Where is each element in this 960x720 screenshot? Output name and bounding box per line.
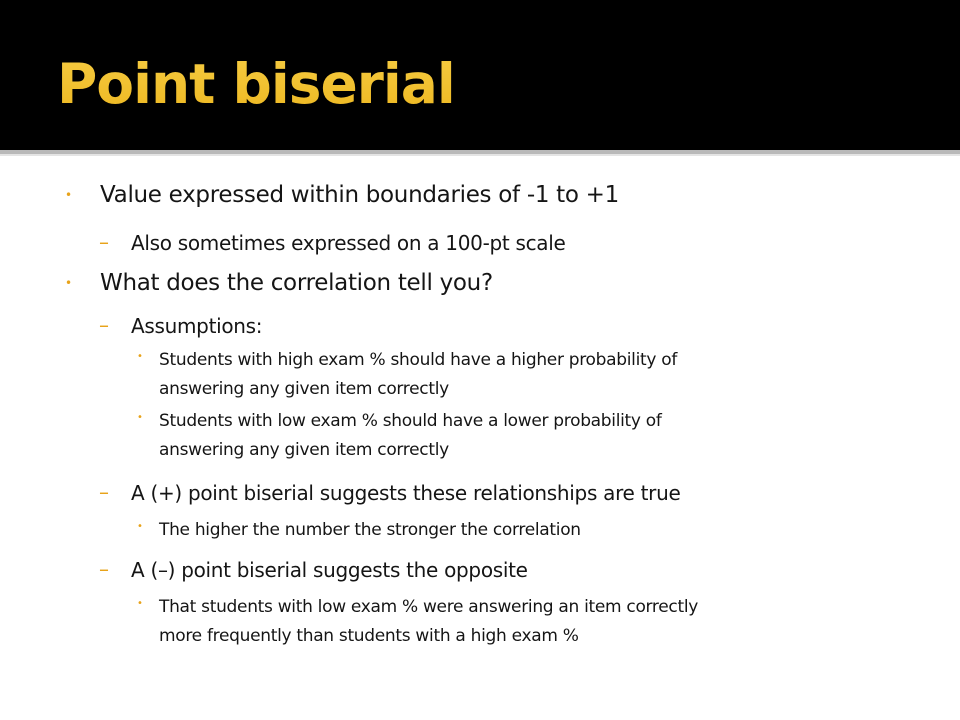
bullet-text-line: more frequently than students with a high exam % bbox=[159, 626, 579, 646]
sub-bullet-item bbox=[99, 313, 263, 339]
dash-icon: – bbox=[99, 557, 109, 581]
sub-bullet-item bbox=[99, 557, 528, 583]
bullet-dot-icon: • bbox=[137, 351, 143, 362]
sub-sub-bullet-item bbox=[137, 593, 699, 651]
title-bar bbox=[0, 0, 960, 150]
bullet-text-line: The higher the number the stronger the correlation bbox=[159, 520, 581, 540]
bullet-dot-icon: • bbox=[137, 521, 143, 532]
dash-icon: – bbox=[99, 480, 109, 504]
bullet-text-line: Students with low exam % should have a lower probability of bbox=[159, 411, 662, 431]
bullet-dot-icon: • bbox=[65, 188, 72, 202]
sub-sub-bullet-item bbox=[137, 407, 662, 465]
bullet-text-line: answering any given item correctly bbox=[159, 440, 449, 460]
bullet-text-line: answering any given item correctly bbox=[159, 379, 449, 399]
bullet-item bbox=[65, 180, 619, 210]
dash-icon: – bbox=[99, 313, 109, 337]
bullet-text: What does the correlation tell you? bbox=[100, 270, 493, 296]
sub-sub-bullet-item bbox=[137, 516, 581, 545]
slide-content bbox=[0, 156, 960, 720]
bullet-text: Also sometimes expressed on a 100-pt scale bbox=[131, 231, 566, 255]
sub-sub-bullet-item bbox=[137, 346, 678, 404]
bullet-text: Assumptions: bbox=[131, 314, 263, 338]
slide-title: Point biserial bbox=[57, 44, 455, 124]
bullet-text: A (–) point biserial suggests the opposite bbox=[131, 558, 528, 582]
bullet-text-line: Students with high exam % should have a higher probability of bbox=[159, 350, 678, 370]
bullet-dot-icon: • bbox=[137, 598, 143, 609]
bullet-dot-icon: • bbox=[137, 412, 143, 423]
dash-icon: – bbox=[99, 230, 109, 254]
bullet-text-line: That students with low exam % were answering an item correctly bbox=[159, 597, 699, 617]
bullet-item bbox=[65, 268, 493, 298]
bullet-dot-icon: • bbox=[65, 276, 72, 290]
bullet-text: Value expressed within boundaries of -1 to +1 bbox=[100, 182, 619, 208]
sub-bullet-item bbox=[99, 480, 681, 506]
bullet-text: A (+) point biserial suggests these relationships are true bbox=[131, 481, 681, 505]
sub-bullet-item bbox=[99, 230, 566, 256]
